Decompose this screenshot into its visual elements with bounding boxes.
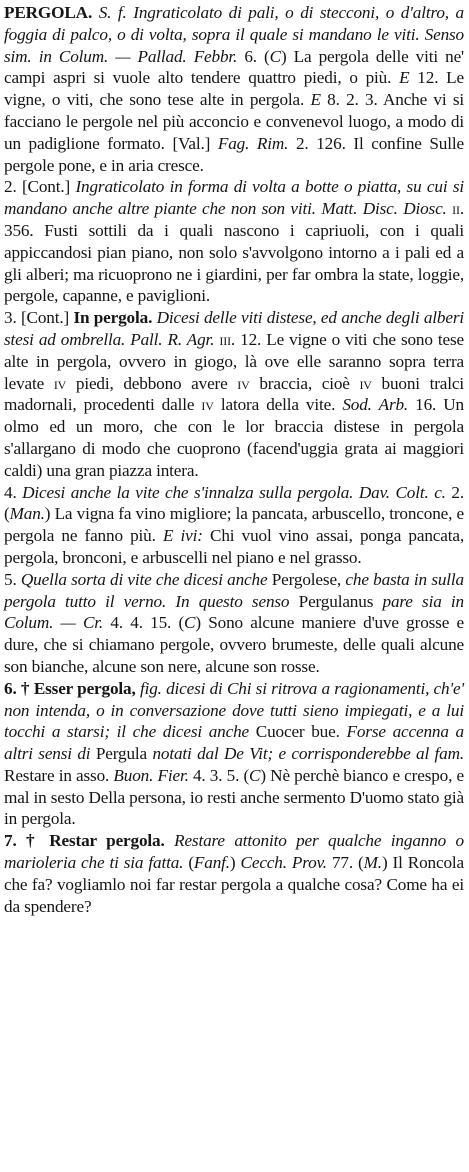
sense-text-run: E <box>399 68 410 88</box>
sense-text-run: 5. <box>4 569 21 589</box>
sense-text-run: 16. Un olmo ed un moro, che con le lor braccia distese in pergola s'allargano di modo che cuoprono (facend'uggia grata ai maggiori caldi) una gran piazza intera. <box>4 395 464 480</box>
sense-heading-text: In pergola. <box>73 308 153 328</box>
sense-text-run: 2. [Cont.] <box>4 177 76 197</box>
sense-text-run: iii <box>219 329 231 349</box>
sense-text-run: Dicesi delle viti distese, ed anche degli alberi stesi ad ombrella. Pall. R. Agr. <box>4 308 464 349</box>
sense-text-run: 2. ( <box>4 482 464 524</box>
sense-text-run: Restare in asso. <box>4 765 114 785</box>
sense-text-run: Forse accenna a altri sensi di <box>4 722 464 764</box>
sense-3 <box>4 307 464 481</box>
sense-text-run: ii <box>452 199 460 219</box>
sense-text-run: buoni tralci madornali, procedenti dalle <box>4 373 465 415</box>
sense-text-run: C <box>269 46 281 66</box>
sense-text-run: Pergula <box>90 744 153 764</box>
sense-text-run: ) La pergola delle viti ne' campi aspri si vuole alto tendere quattro piedi, o più. <box>4 46 464 88</box>
sense-text-run: ) Il Roncola che fa? vogliamlo noi far restar pergola a qualche cosa? Come ha ei da spendere? <box>4 853 465 916</box>
sense-text-run: E ivi: <box>162 526 203 546</box>
sense-text-run: 12. Le vigne, o viti, che sono tese alte in pergola. <box>4 68 465 110</box>
sense-text-run: fig. dicesi di Chi si ritrova a ragionamenti, ch'e' non intenda, o in conversazione dove tutti sieno impiegati, e a lui tocchi a starsi; il che dicesi anche <box>4 678 464 742</box>
sense-text-run: Fanf. <box>193 853 230 873</box>
sense-text-run: Sod. Arb. <box>342 395 409 415</box>
sense-heading-text: 6. † Esser pergola, <box>4 678 136 698</box>
sense-text-run: ( <box>183 853 194 873</box>
sense-text-run: Fag. Rim. <box>217 133 289 153</box>
sense-text-run: 6. ( <box>237 46 270 66</box>
sense-text-run: iv <box>359 373 372 393</box>
sense-text-run: Dicesi anche la vite che s'innalza sulla pergola. Dav. Colt. c. <box>22 482 446 502</box>
sense-text-run: E <box>310 90 321 110</box>
sense-text-run: C <box>249 765 261 785</box>
sense-text-run: iv <box>201 395 214 415</box>
sense-text-run: S. f. Ingraticolato di pali, o di stecconi, o d'altro, a foggia di palco, o di volta, sopra il quale si mandano le viti. Senso sim. in Colum. — Pallad. Febbr. <box>4 3 464 66</box>
sense-heading-text: PERGOLA. <box>4 3 93 22</box>
sense-text-run: Restare attonito per qualche inganno o marioleria che ti sia fatta. <box>4 831 464 873</box>
sense-text-run: Pergolese, <box>267 569 346 589</box>
sense-text-run: pare sia in Colum. — Cr. <box>4 591 464 633</box>
sense-6 <box>4 678 464 831</box>
sense-text-run: . 12. Le vigne o viti che sono tese alte in pergola, ovvero in giogo, là ove elle saranno sopra terra levate <box>4 329 464 393</box>
sense-2 <box>4 176 464 307</box>
sense-text-run: iv <box>237 373 250 393</box>
sense-text-run: Quella sorta di vite che dicesi anche <box>20 569 268 589</box>
sense-text-run: ) <box>229 853 241 873</box>
sense-text-run: Man. <box>9 504 45 524</box>
sense-text-run: C <box>184 613 196 633</box>
sense-text-run: Buon. Fier. <box>113 765 189 785</box>
sense-text-run: 3. [Cont.] <box>4 308 74 328</box>
sense-text-run: . 356. Fusti sottili da i quali nascono i capriuoli, con i quali appiccandosi pian piano, non solo s'avvolgono intorno a i pali ed a gli alberi; ma ricuoprono ne i giardini, per far ombra la state, loggie, pergole, capanne, e paviglioni. <box>4 199 464 306</box>
sense-text-run <box>92 3 99 22</box>
sense-text-run: ) Nè perchè bianco e crespo, e mal in sesto Della persona, io resti anche sermento D'uomo stato già in pergola. <box>4 765 464 829</box>
sense-text-run <box>165 831 174 850</box>
sense-text-run: 2. 126. Il confine Sulle pergole pone, e in aria cresce. <box>4 133 464 175</box>
sense-text-run: piedi, debbono avere <box>66 373 238 393</box>
sense-heading-text: 7. † Restar pergola. <box>4 831 165 851</box>
sense-text-run: notati dal De Vit; e corrisponderebbe al fam. <box>152 744 464 764</box>
sense-text-run: Pergulanus <box>289 591 383 611</box>
sense-5 <box>4 569 464 678</box>
sense-text-run: M. <box>363 853 382 873</box>
sense-text-run: 4. <box>4 482 23 502</box>
sense-text-run: braccia, cioè <box>249 373 360 393</box>
sense-text-run: iv <box>53 373 67 393</box>
sense-text-run: Chi vuol vino assai, ponga pancata, pergola, bronconi, e arbuscelli nel piano e nel grasso. <box>4 526 464 567</box>
sense-text-run: che basta in sulla pergola tutto il verno. In questo senso <box>4 569 464 611</box>
sense-text-run: 4. 3. 5. ( <box>188 765 250 785</box>
sense-4 <box>4 482 464 569</box>
sense-text-run: Cecch. Prov. <box>240 853 327 873</box>
sense-text-run: 4. 4. 15. ( <box>103 613 185 633</box>
sense-text-run: ) Sono alcune maniere d'uve grosse e dure, che si chiamano pergole, ovvero brumeste, delle quali alcune son bianche, alcune son nere, alcune son rosse. <box>4 613 464 676</box>
sense-text-run: Ingraticolato in forma di volta a botte o piatta, su cui si mandano anche altre piante che non son viti. Matt. Disc. Diosc. <box>4 177 464 219</box>
sense-text-run: ) La vigna fa vino migliore; la pancata, arbuscello, troncone, e pergola ne fanno più. <box>4 504 464 546</box>
sense-text-run: latora della vite. <box>213 395 343 415</box>
dictionary-entry-pergola <box>4 2 464 917</box>
sense-text-run: 77. ( <box>326 853 364 873</box>
sense-text-run: 8. 2. 3. Anche vi si facciano le pergole nel più acconcio e convenevol luogo, a modo di un padiglione formato. [Val.] <box>4 90 465 153</box>
sense-1 <box>4 2 464 176</box>
sense-text-run: Cuocer bue. <box>249 722 347 742</box>
sense-7 <box>4 830 464 917</box>
